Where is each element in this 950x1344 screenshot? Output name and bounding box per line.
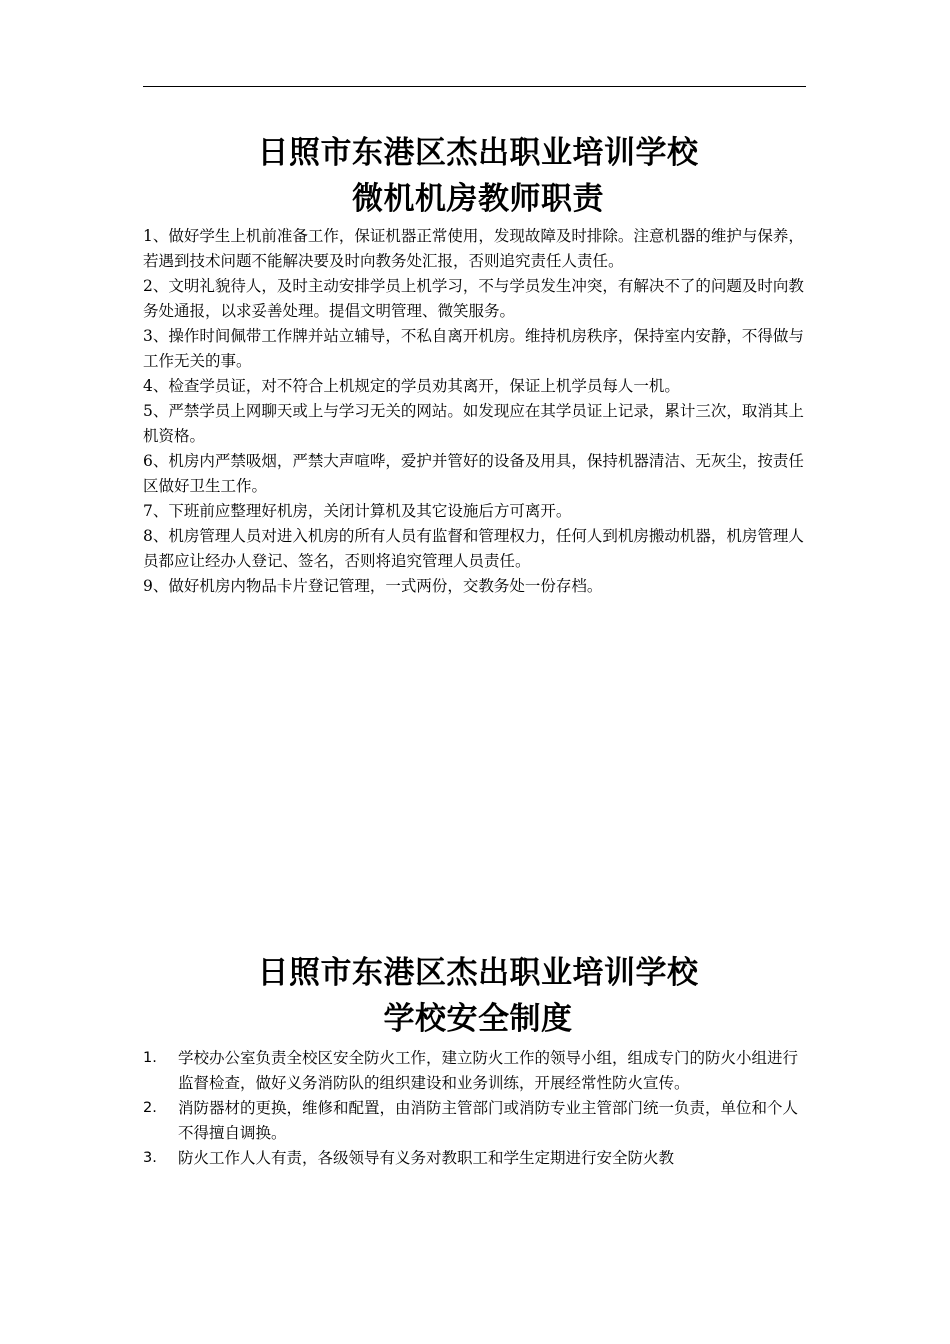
rule-item	[143, 1046, 813, 1096]
rule-item	[143, 1146, 813, 1171]
rule-number: 2.	[143, 1100, 157, 1116]
duty-item: 8、机房管理人员对进入机房的所有人员有监督和管理权力，任何人到机房搬动机器，机房管理人员都应让经办人登记、签名，否则将追究管理人员责任。	[143, 527, 804, 570]
rule-number: 3.	[143, 1150, 157, 1166]
duty-item: 2、文明礼貌待人，及时主动安排学员上机学习，不与学员发生冲突，有解决不了的问题及时向教务处通报，以求妥善处理。提倡文明管理、微笑服务。	[143, 277, 804, 320]
rule-text: 消防器材的更换，维修和配置，由消防主管部门或消防专业主管部门统一负责，单位和个人不得擅自调换。	[178, 1099, 799, 1142]
school-name-heading: 日照市东港区杰出职业培训学校	[257, 135, 699, 171]
duty-item: 5、严禁学员上网聊天或上与学习无关的网站。如发现应在其学员证上记录，累计三次，取消其上机资格。	[143, 402, 804, 445]
duty-item: 9、做好机房内物品卡片登记管理，一式两份，交教务处一份存档。	[143, 577, 603, 595]
school-name-heading: 日照市东港区杰出职业培训学校	[257, 955, 699, 991]
duty-item: 6、机房内严禁吸烟，严禁大声喧哗，爱护并管好的设备及用具，保持机器清洁、无灰尘，按责任区做好卫生工作。	[143, 452, 804, 495]
teacher-duties-section	[143, 130, 813, 599]
duty-item: 3、操作时间佩带工作牌并站立辅导，不私自离开机房。维持机房秩序，保持室内安静，不得做与工作无关的事。	[143, 327, 804, 370]
rule-text: 学校办公室负责全校区安全防火工作，建立防火工作的领导小组，组成专门的防火小组进行监督检查，做好义务消防队的组织建设和业务训练，开展经常性防火宣传。	[178, 1049, 799, 1092]
rule-text: 防火工作人人有责，各级领导有义务对教职工和学生定期进行安全防火教	[178, 1149, 675, 1167]
safety-rules-list	[143, 1046, 813, 1171]
safety-rules-section	[143, 950, 813, 1171]
duties-list	[143, 224, 813, 599]
rule-item	[143, 1096, 813, 1146]
duty-item: 4、检查学员证，对不符合上机规定的学员劝其离开，保证上机学员每人一机。	[143, 377, 680, 395]
header-rule	[143, 86, 806, 87]
duty-item: 7、下班前应整理好机房，关闭计算机及其它设施后方可离开。	[143, 502, 572, 520]
safety-title: 学校安全制度	[383, 1001, 573, 1037]
duty-item: 1、做好学生上机前准备工作，保证机器正常使用，发现故障及时排除。注意机器的维护与保养，若遇到技术问题不能解决要及时向教务处汇报，否则追究责任人责任。	[143, 227, 804, 270]
rule-number: 1.	[143, 1050, 157, 1066]
duties-title: 微机机房教师职责	[352, 181, 604, 217]
